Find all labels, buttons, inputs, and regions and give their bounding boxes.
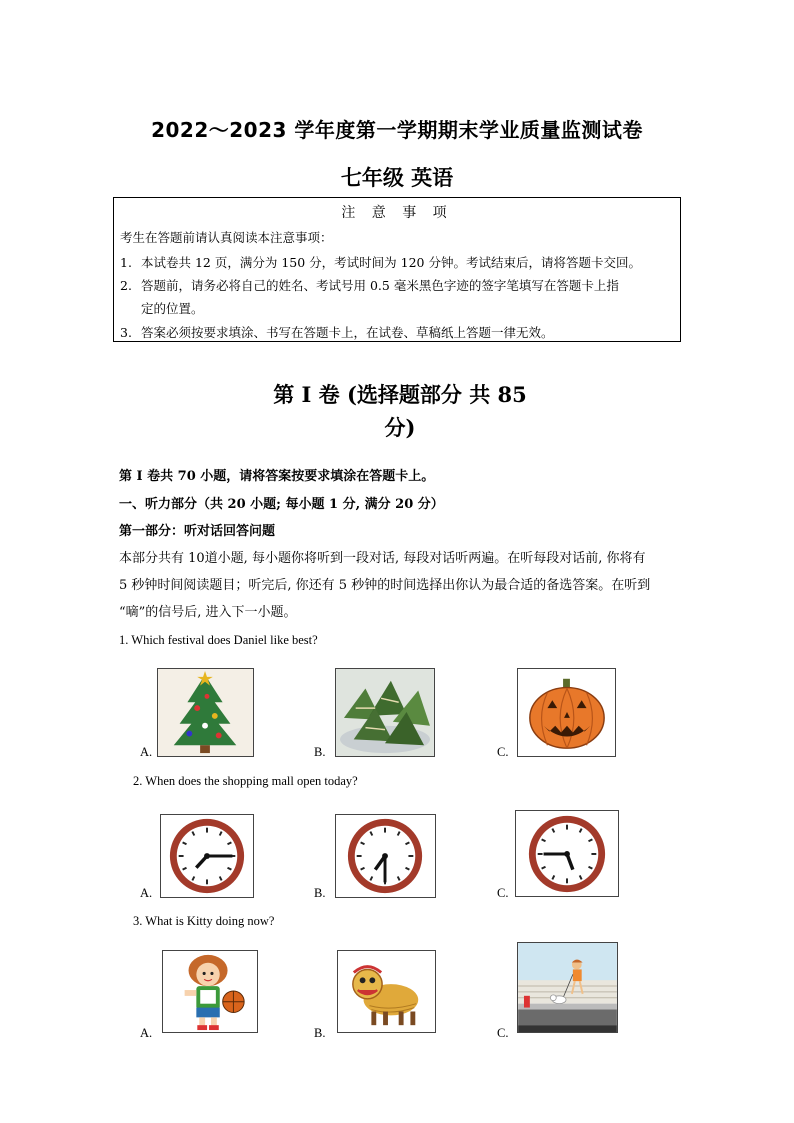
question-2: 2. When does the shopping mall open today? xyxy=(133,774,358,788)
part-title-line2: 分) xyxy=(384,415,416,440)
lion-dance-icon xyxy=(337,950,436,1033)
basketball-girl-icon xyxy=(162,950,258,1033)
paragraph-line: 5 秒钟时间阅读题目；听完后, 你还有 5 秒钟的时间选择出你认为最合适的备选答案。在听到 xyxy=(119,578,651,593)
notice-item-cont: 定的位置。 xyxy=(141,301,204,316)
notice-item-num: 3. xyxy=(120,325,132,340)
clock-icon xyxy=(160,814,254,898)
notice-heading: 注 意 事 项 xyxy=(341,205,453,221)
notice-item-num: 1. xyxy=(120,255,132,270)
clock-icon xyxy=(335,814,436,898)
girl-walking-dog-icon xyxy=(517,942,618,1033)
notice-item-num: 2. xyxy=(120,278,132,293)
paragraph-line: “嘀”的信号后, 进入下一小题。 xyxy=(119,605,297,620)
instruction: 第 I 卷共 70 小题，请将答案按要求填涂在答题卡上。 xyxy=(119,469,435,484)
pumpkin-lantern-icon xyxy=(517,668,616,757)
christmas-tree-icon xyxy=(157,668,254,757)
paragraph-line: 本部分共有 10道小题, 每小题你将听到一段对话, 每段对话听两遍。在听每段对话前, 你将有 xyxy=(119,551,646,566)
option-label: A. xyxy=(140,886,153,900)
clock-icon xyxy=(515,810,619,897)
part-title xyxy=(230,378,570,444)
page-subtitle: 七年级 英语 xyxy=(340,166,454,190)
question-3: 3. What is Kitty doing now? xyxy=(133,914,275,928)
option-label: B. xyxy=(314,886,326,900)
option-label: A. xyxy=(140,1026,153,1040)
zongzi-icon xyxy=(335,668,435,757)
notice-item-text: 本试卷共 12 页，满分为 150 分，考试时间为 120 分钟。考试结束后，请将答题卡交回。 xyxy=(141,255,641,270)
option-label: A. xyxy=(140,745,153,759)
part-title-line1: 第 I 卷 (选择题部分 共 85 xyxy=(273,382,527,407)
subsection-heading: 第一部分：听对话回答问题 xyxy=(119,524,276,539)
option-label: C. xyxy=(497,886,509,900)
notice-intro: 考生在答题前请认真阅读本注意事项： xyxy=(120,230,333,245)
notice-item-text: 答题前，请务必将自己的姓名、考试号用 0.5 毫米黑色字迹的签字笔填写在答题卡上指 xyxy=(141,278,619,293)
section-heading: 一、听力部分（共 20 小题; 每小题 1 分, 满分 20 分） xyxy=(119,497,444,512)
page-title: 2022～2023 学年度第一学期期末学业质量监测试卷 xyxy=(151,118,643,142)
option-label: B. xyxy=(314,1026,326,1040)
option-label: C. xyxy=(497,1026,509,1040)
option-label: B. xyxy=(314,745,326,759)
notice-item-text: 答案必须按要求填涂、书写在答题卡上，在试卷、草稿纸上答题一律无效。 xyxy=(141,325,554,340)
option-label: C. xyxy=(497,745,509,759)
question-1: 1. Which festival does Daniel like best? xyxy=(119,633,318,647)
notice-box xyxy=(113,197,681,342)
